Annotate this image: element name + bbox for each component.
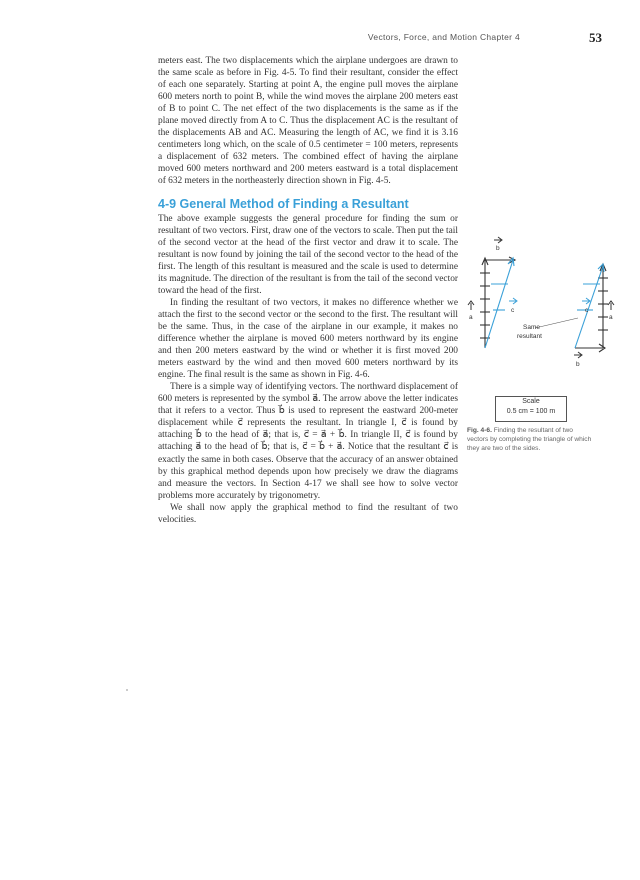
caption-label: Fig. 4-6.: [467, 427, 492, 434]
main-text-column: [158, 55, 458, 526]
paragraph-1: The above example suggests the general procedure for finding the sum or resultant of two vectors. First, draw one of the vectors to scale. Then put the tail of the second vector at the head of the first vector and draw it to scale. The resultant is now found by joining the tail of the second vector to the head of the first. The length of this resultant is measured and the scale is used to determine its magnitude. The direction of the resultant is from the tail of the second vector toward the head of the first.: [158, 213, 458, 296]
label-a-left: a: [469, 314, 473, 321]
triangle-two: [575, 264, 608, 352]
page-number: 53: [589, 30, 602, 45]
arrow-marker-bottom: [574, 352, 582, 358]
label-b-top: b: [496, 245, 500, 252]
paragraph-2: In finding the resultant of two vectors, it makes no difference whether we attach the first to the second vector or the second to the first. The resultant will be the same. Thus, in the case of the airplane in our example, it makes no difference whether the airplane is moved 600 meters northward by its engine and then 200 meters eastward by the wind or whether it is first moved 200 meters eastward by the wind and then moved 600 meters northward by its engine. The final result is the same as shown in Fig. 4-6.: [158, 297, 458, 381]
page-header: [0, 30, 640, 46]
leader-line: [535, 318, 578, 328]
arrow-marker-right: [608, 301, 614, 310]
intro-paragraph: meters east. The two displacements which the airplane undergoes are drawn to the same scale as before in Fig. 4-5. To find their resultant, consider the effect of each one separately. Starting at point A, the engine pull moves the airplane 600 meters north to point B, while the wind moves the airplane 200 meters east of B to point C. The net effect of the two displacements is the same as if the plane moved directly from A to C. Thus the displacement AC is the resultant of the displacements AB and AC. Measuring the length of AC, we find it is 3.16 centimeters long which, on the scale of 0.5 centimeter = 100 meters, represents a displacement of 632 meters. The combined effect of having the airplane moved 600 meters northward and 200 meters eastward is a total displacement of 632 meters in the northeasterly direction shown in Fig. 4-5.: [158, 56, 458, 187]
label-c-left: c: [511, 307, 515, 314]
arrow-marker-c-right: [582, 298, 590, 304]
section-title: 4-9 General Method of Finding a Resultant: [158, 196, 409, 211]
running-head: Vectors, Force, and Motion Chapter 4: [367, 32, 520, 42]
stray-mark: [126, 689, 128, 691]
scale-title: Scale: [522, 398, 540, 405]
label-a-right: a: [609, 314, 613, 321]
scale-box: [495, 396, 567, 422]
arrow-marker-left: [468, 301, 474, 310]
scale-value: 0.5 cm = 100 m: [506, 408, 556, 415]
figure-caption: [467, 426, 595, 453]
resultant-c-right: [575, 264, 604, 348]
same-resultant-line1: Same: [523, 324, 540, 331]
paragraph-3: There is a simple way of identifying vectors. The northward displacement of 600 meters is represented by the symbol a⃗. The arrow above the letter indicates that it refers to a vector. Thus b⃗ is used to represent the eastward 200-meter displacement while c⃗ represents the resultant. In triangle I, c⃗ is found by attaching b⃗ to the head of a⃗; that is, c⃗ = a⃗ + b⃗. In triangle II, c⃗ is found by attaching a⃗ to the head of b⃗; that is, c⃗ = b⃗ + a⃗. Notice that the resultant c⃗ is exactly the same in both cases. Observe that the accuracy of an answer obtained by this graphical method depends upon how precisely we draw the diagrams and measure the vectors. In Section 4-17 we shall see how to solve vector problems more accurately by trigonometry.: [158, 382, 458, 501]
vector-diagram: [465, 228, 615, 418]
resultant-c-left: [485, 258, 514, 348]
same-resultant-line2: resultant: [517, 333, 542, 340]
arrow-marker-c-left: [509, 298, 517, 304]
paragraph-4: We shall now apply the graphical method to find the resultant of two velocities.: [158, 502, 458, 525]
caption-text: Finding the resultant of two vectors by completing the triangle of which they are two of the sides.: [467, 427, 592, 452]
label-b-bottom: b: [576, 361, 580, 368]
label-c-right: c: [585, 307, 589, 314]
arrow-marker-top: [494, 237, 502, 243]
